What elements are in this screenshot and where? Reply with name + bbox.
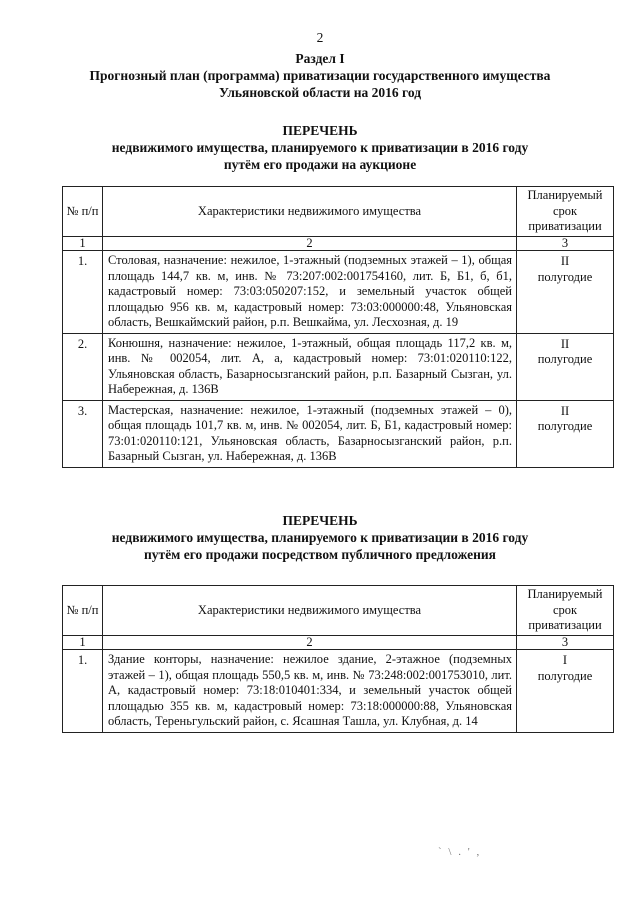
table-row xyxy=(63,400,614,467)
term-half-label: полугодие xyxy=(537,419,593,433)
section-subtitle-line2: Ульяновской области на 2016 год xyxy=(218,85,422,100)
public-offer-list-title: ПЕРЕЧЕНЬ xyxy=(282,513,358,528)
term-half-number: I xyxy=(562,653,568,667)
page-number: 2 xyxy=(316,30,324,45)
public-offer-list-subtitle-line1: недвижимого имущества, планируемого к приватизации в 2016 году xyxy=(111,530,529,545)
index-cell: 3 xyxy=(517,237,614,251)
table-row xyxy=(63,251,614,334)
auction-list-subtitle-line1: недвижимого имущества, планируемого к приватизации в 2016 году xyxy=(111,140,529,155)
property-description: Здание конторы, назначение: нежилое здание, 2-этажное (подземных этажей – 1), общая площадь 550,5 кв. м, инв. № 73:248:002:001753010, лит. А, кадастровый номер: 73:18:010401:334, и земельный участок общей площадью 355 кв. м, кадастровый номер: 73:18:000000:88, Ульяновская область, Тереньгульский район, с. Ясашная Ташла, ул. Клубная, д. 14 xyxy=(103,650,517,733)
term-half-number: II xyxy=(560,254,570,268)
privatization-term xyxy=(517,251,614,334)
auction-list-heading xyxy=(0,122,640,173)
row-number: 1. xyxy=(63,650,103,733)
term-half-number: II xyxy=(560,336,570,351)
table-index-row xyxy=(63,237,614,251)
property-description: Конюшня, назначение: нежилое, 1-этажный, общая площадь 117,2 кв. м, инв. № 002054, лит. А, а, кадастровый номер: 73:01:020110:122, Ульяновская область, Базарносызганский район, р.п. Базарный Сызган, ул. Набережная, д. 136В xyxy=(103,333,517,400)
public-offer-list-subtitle-line2: путём его продажи посредством публичного предложения xyxy=(144,547,496,562)
term-half-number: II xyxy=(560,403,570,418)
index-cell: 2 xyxy=(103,636,517,650)
index-cell: 2 xyxy=(103,237,517,251)
term-half-label: полугодие xyxy=(537,352,593,366)
column-header-characteristics: Характеристики недвижимого имущества xyxy=(103,586,517,636)
public-offer-list-heading xyxy=(0,512,640,563)
privatization-term xyxy=(517,333,614,400)
table-index-row xyxy=(63,636,614,650)
privatization-term xyxy=(517,400,614,467)
index-cell: 3 xyxy=(517,636,614,650)
row-number: 1. xyxy=(63,251,103,334)
table-row xyxy=(63,333,614,400)
term-half-label: полугодие xyxy=(537,269,593,284)
property-description: Столовая, назначение: нежилое, 1-этажный (подземных этажей – 1), общая площадь 144,7 кв. м, инв. № 73:207:002:001754160, лит. Б, Б1, б, б1, кадастровый номер: 73:03:050207:152, и земельный участок общей площадью 956 кв. м, кадастровый номер: 73:03:000000:48, Ульяновская область, Вешкаймский район, р.п. Вешкайма, ул. Лесхозная, д. 19 xyxy=(103,251,517,334)
column-header-term: Планируемый срок приватизации xyxy=(517,187,614,237)
row-number: 3. xyxy=(63,400,103,467)
column-header-term: Планируемый срок приватизации xyxy=(517,586,614,636)
table-header-row xyxy=(63,586,614,636)
column-header-number: № п/п xyxy=(63,187,103,237)
section-subtitle-line1: Прогнозный план (программа) приватизации государственного имущества xyxy=(89,68,551,83)
column-header-number: № п/п xyxy=(63,586,103,636)
index-cell: 1 xyxy=(63,237,103,251)
column-header-characteristics: Характеристики недвижимого имущества xyxy=(103,187,517,237)
table-header-row xyxy=(63,187,614,237)
privatization-term xyxy=(517,650,614,733)
property-description: Мастерская, назначение: нежилое, 1-этажный (подземных этажей – 0), общая площадь 101,7 кв. м, инв. № 002054, лит. Б, Б1, кадастровый номер: 73:01:020110:121, Ульяновская область, Базарносызганский район, р.п. Базарный Сызган, ул. Набережная, д. 136В xyxy=(103,400,517,467)
index-cell: 1 xyxy=(63,636,103,650)
term-half-label: полугодие xyxy=(537,668,593,683)
auction-list-subtitle-line2: путём его продажи на аукционе xyxy=(223,157,417,172)
section-title: Раздел I xyxy=(295,51,345,66)
public-offer-property-table xyxy=(62,585,614,733)
handwritten-mark: ` \ . ' , xyxy=(438,846,482,858)
auction-property-table xyxy=(62,186,614,468)
table-row xyxy=(63,650,614,733)
row-number: 2. xyxy=(63,333,103,400)
auction-list-title: ПЕРЕЧЕНЬ xyxy=(282,123,358,138)
section-heading xyxy=(0,50,640,101)
